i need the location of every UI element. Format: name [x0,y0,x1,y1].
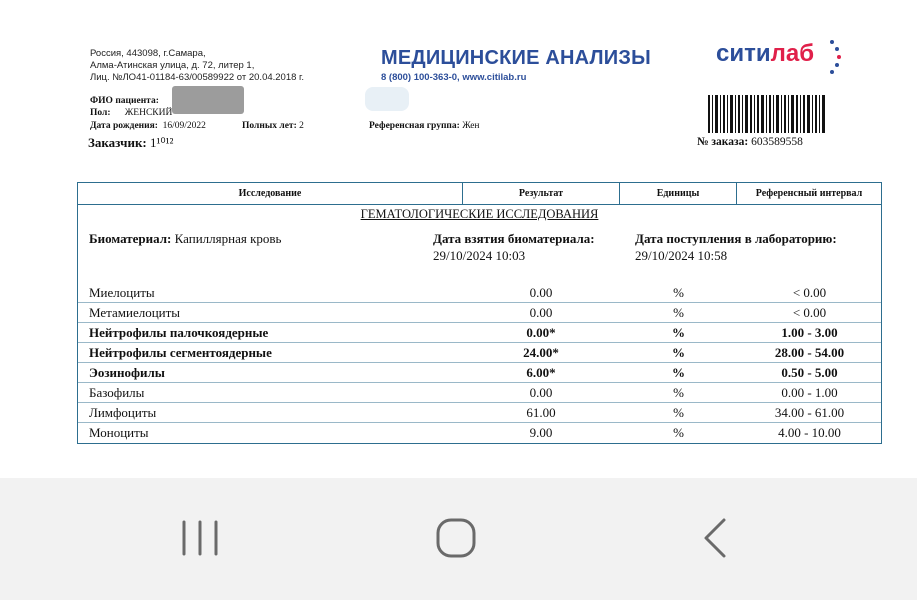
redacted-name [172,86,244,114]
android-nav-bar [0,478,917,600]
results-table [77,182,882,444]
table-row: Эозинофилы 6.00* % 0.50 - 5.00 [78,363,881,383]
reference-group: Референсная группа: Жен [369,121,480,131]
patient-name-label: ФИО пациента: [90,96,159,106]
patient-age: Полных лет: 2 [242,121,304,131]
table-row: Нейтрофилы сегментоядерные 24.00* % 28.00 - 54.00 [78,343,881,363]
table-row: Базофилы 0.00 % 0.00 - 1.00 [78,383,881,403]
header-study: Исследование [78,183,463,204]
taken-date: Дата взятия биоматериала: 29/10/2024 10:03 [433,231,595,263]
table-header [78,183,881,205]
citilab-logo: ситилаб [716,40,815,67]
section-title: ГЕМАТОЛОГИЧЕСКИЕ ИССЛЕДОВАНИЯ [360,207,599,221]
biomaterial: Биоматериал: Капиллярная кровь [89,231,282,246]
logo-dots-icon [828,38,842,78]
received-date: Дата поступления в лабораторию: 29/10/2024 10:58 [635,231,837,263]
lab-contacts: 8 (800) 100-363-0, www.citilab.ru [381,72,527,83]
lab-address: Россия, 443098, г.Самара, Алма-Атинская улица, д. 72, литер 1, Лиц. №ЛО41-01184-63/00589922 от 20.04.2018 г. [90,48,304,83]
table-row: Нейтрофилы палочкоядерные 0.00* % 1.00 - 3.00 [78,323,881,343]
table-row: Моноциты 9.00 % 4.00 - 10.00 [89,425,841,440]
back-icon[interactable] [686,508,746,568]
header-units: Единицы [620,183,737,204]
header-result: Результат [463,183,620,204]
barcode-icon [708,95,826,133]
order-number: № заказа: 603589558 [697,136,803,148]
patient-sex: Пол: ЖЕНСКИЙ [90,108,173,118]
header-ref: Референсный интервал [755,188,863,199]
redacted-field [365,87,409,111]
patient-dob: Дата рождения: 16/09/2022 [90,121,206,131]
table-row: Метамиелоциты 0.00 % < 0.00 [78,303,881,323]
recents-icon[interactable] [170,508,230,568]
customer: Заказчик: 1¹⁰¹² [88,135,174,150]
report-title: МЕДИЦИНСКИЕ АНАЛИЗЫ [381,47,651,69]
table-row: Лимфоциты 61.00 % 34.00 - 61.00 [78,403,881,423]
home-icon[interactable] [426,508,486,568]
table-row: Миелоциты 0.00 % < 0.00 [78,283,881,303]
